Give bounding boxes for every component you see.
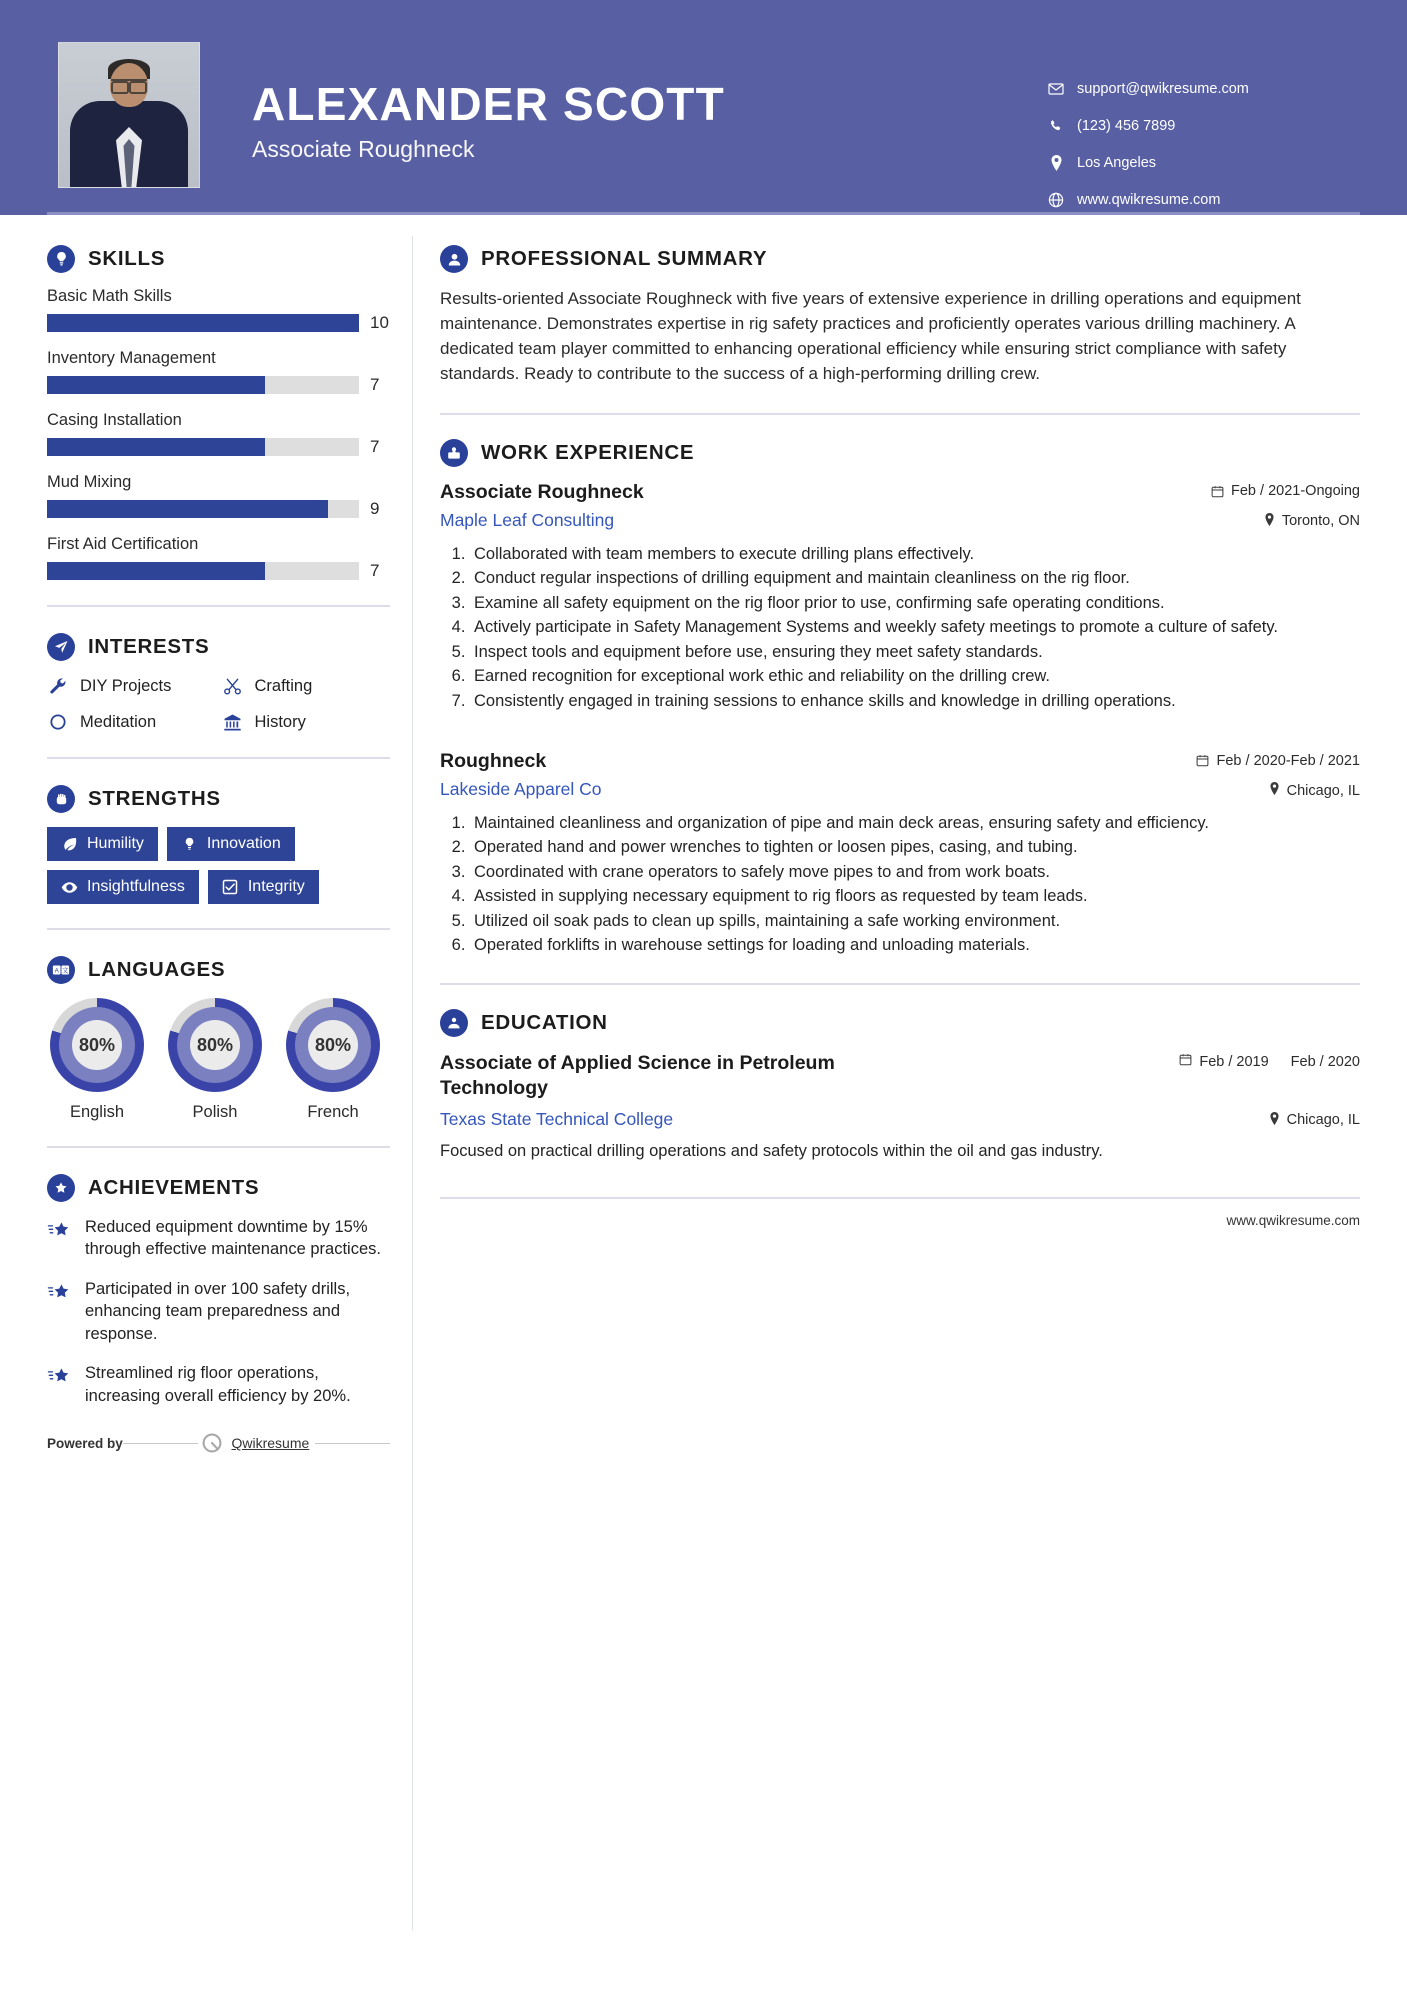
contact-list xyxy=(1047,42,1347,228)
language-item xyxy=(283,998,383,1122)
achievements-heading xyxy=(47,1174,390,1202)
job-dates-text: Feb / 2020-Feb / 2021 xyxy=(1216,752,1360,769)
candidate-name: ALEXANDER SCOTT xyxy=(252,78,725,130)
skill-bar-track xyxy=(47,314,359,332)
language-percent: 80% xyxy=(190,1020,240,1070)
job-location xyxy=(1269,782,1360,799)
section-education xyxy=(440,1009,1360,1163)
column-divider xyxy=(412,236,413,1930)
star-icon xyxy=(47,1218,73,1244)
education-degree: Associate of Applied Science in Petroleum Technology xyxy=(440,1051,835,1099)
skill-item xyxy=(47,473,390,519)
section-languages xyxy=(47,956,390,1122)
strengths-list xyxy=(47,827,390,904)
powered-by-footer xyxy=(47,1429,390,1483)
education-location-text: Chicago, IL xyxy=(1286,1112,1360,1129)
skill-bar-fill xyxy=(47,562,265,580)
job-location xyxy=(1264,513,1360,530)
job-duty: 5. Inspect tools and equipment before use, ensuring they meet safety standards. xyxy=(470,641,1360,663)
languages-heading xyxy=(47,956,390,984)
user-circle-icon xyxy=(440,245,468,273)
skill-bar-track xyxy=(47,376,359,394)
skills-title: SKILLS xyxy=(88,247,166,270)
job-duty: 1. Maintained cleanliness and organization of pipe and main deck areas, ensuring safety and efficiency. xyxy=(470,812,1360,834)
section-interests xyxy=(47,633,390,733)
globe-icon xyxy=(1047,191,1065,209)
summary-title: PROFESSIONAL SUMMARY xyxy=(481,247,768,270)
education-dates xyxy=(1178,1051,1360,1071)
language-percent: 80% xyxy=(308,1020,358,1070)
footer-line xyxy=(315,1443,390,1444)
section-work-experience xyxy=(440,439,1360,957)
strength-tag xyxy=(167,827,295,861)
skill-value: 7 xyxy=(370,437,380,456)
job-duty: 1. Collaborated with team members to execute drilling plans effectively. xyxy=(470,543,1360,565)
job-dates xyxy=(1210,483,1360,499)
job-duty: 3. Examine all safety equipment on the rig floor prior to use, confirming safe operating conditions. xyxy=(470,592,1360,614)
job-duty: 2. Conduct regular inspections of drilling equipment and maintain cleanliness on the rig floor. xyxy=(470,567,1360,589)
envelope-icon xyxy=(1047,80,1065,98)
strength-label: Innovation xyxy=(206,835,281,852)
job-company[interactable]: Maple Leaf Consulting xyxy=(440,509,615,530)
achievement-text: Streamlined rig floor operations, increasing overall efficiency by 20%. xyxy=(85,1364,351,1405)
education-date-start: Feb / 2019 xyxy=(1199,1053,1269,1070)
job-title: Associate Roughneck xyxy=(440,480,644,503)
languages-title: LANGUAGES xyxy=(88,958,226,981)
languages-list xyxy=(47,998,390,1122)
skill-bar-track xyxy=(47,562,359,580)
section-achievements xyxy=(47,1174,390,1407)
education-date-end: Feb / 2020 xyxy=(1290,1053,1360,1070)
contact-email-text: support@qwikresume.com xyxy=(1077,81,1249,97)
summary-heading xyxy=(440,245,1360,273)
skill-value: 10 xyxy=(370,313,389,332)
strengths-title: STRENGTHS xyxy=(88,787,221,810)
divider xyxy=(440,413,1360,415)
language-donut-chart xyxy=(50,998,144,1092)
candidate-role: Associate Roughneck xyxy=(252,136,475,163)
achievement-item xyxy=(47,1362,390,1407)
location-pin-icon xyxy=(1264,513,1275,530)
avatar xyxy=(58,42,200,188)
work-title: WORK EXPERIENCE xyxy=(481,440,695,464)
interest-item xyxy=(47,711,216,733)
education-description: Focused on practical drilling operations and safety protocols within the oil and gas industry. xyxy=(440,1141,1103,1160)
achievement-text: Participated in over 100 safety drills, enhancing team preparedness and response. xyxy=(85,1279,351,1343)
language-donut-chart xyxy=(168,998,262,1092)
contact-location[interactable] xyxy=(1047,154,1347,172)
education-heading xyxy=(440,1009,1360,1037)
svg-text:A: A xyxy=(54,967,59,975)
museum-icon xyxy=(222,711,244,733)
interests-heading xyxy=(47,633,390,661)
main-footer-url: www.qwikresume.com xyxy=(1226,1212,1360,1228)
divider xyxy=(440,1197,1360,1199)
section-professional-summary xyxy=(440,245,1360,387)
skill-label: Casing Installation xyxy=(47,411,182,429)
education-title: EDUCATION xyxy=(481,1010,608,1034)
job-dates xyxy=(1196,753,1361,769)
skills-list xyxy=(47,287,390,581)
summary-text: Results-oriented Associate Roughneck with five years of extensive experience in drilling operations and equipment maintenance. Demonstrates expertise in rig safety practices and proficiently operates various drilling machinery. A dedicated team player committed to enhancing operational efficiency while ensuring strict compliance with safety standards. Ready to contribute to the success of a high-performing drilling crew. xyxy=(440,289,1301,383)
skill-bar-fill xyxy=(47,438,265,456)
language-item xyxy=(47,998,147,1122)
language-donut-chart xyxy=(286,998,380,1092)
wrench-icon xyxy=(47,675,69,697)
strengths-heading xyxy=(47,785,390,813)
location-pin-icon xyxy=(1269,1112,1280,1129)
lightbulb-icon xyxy=(181,836,198,853)
star-icon xyxy=(47,1280,73,1306)
lightbulb-icon xyxy=(47,245,75,273)
briefcase-user-icon xyxy=(440,439,468,467)
interest-label: Crafting xyxy=(254,676,313,695)
skill-item xyxy=(47,411,390,457)
education-entry-sub xyxy=(440,1109,1360,1130)
achievement-text: Reduced equipment downtime by 15% through effective maintenance practices. xyxy=(85,1218,381,1259)
interest-label: Meditation xyxy=(80,712,157,731)
skill-label: Basic Math Skills xyxy=(47,287,172,305)
section-skills xyxy=(47,245,390,581)
skill-bar-fill xyxy=(47,314,359,332)
contact-website-text: www.qwikresume.com xyxy=(1077,192,1221,208)
achievement-item xyxy=(47,1278,390,1345)
interest-label: History xyxy=(254,712,306,731)
divider xyxy=(47,1146,390,1148)
skill-bar-track xyxy=(47,500,359,518)
skill-label: First Aid Certification xyxy=(47,535,199,553)
qwikresume-logo-icon xyxy=(198,1429,226,1457)
work-heading xyxy=(440,439,1360,467)
skill-label: Inventory Management xyxy=(47,349,216,367)
contact-email[interactable] xyxy=(1047,80,1347,98)
sidebar xyxy=(0,215,412,1483)
achievements-list xyxy=(47,1216,390,1407)
strength-label: Humility xyxy=(87,835,144,852)
jobs-list xyxy=(440,481,1360,957)
skill-item xyxy=(47,535,390,581)
divider xyxy=(47,757,390,759)
language-percent: 80% xyxy=(72,1020,122,1070)
job-entry xyxy=(440,750,1360,957)
job-duties xyxy=(440,543,1360,712)
job-duty: 5. Utilized oil soak pads to clean up spills, maintaining a safe working environment. xyxy=(470,910,1360,932)
job-location-text: Chicago, IL xyxy=(1286,782,1360,799)
job-duty: 7. Consistently engaged in training sessions to enhance skills and knowledge in drilling operations. xyxy=(470,690,1360,712)
main-content xyxy=(412,215,1407,1483)
skills-heading xyxy=(47,245,390,273)
job-duty: 4. Actively participate in Safety Management Systems and weekly safety meetings to promote a culture of safety. xyxy=(470,616,1360,638)
interests-title: INTERESTS xyxy=(88,635,210,658)
scissors-icon xyxy=(222,675,244,697)
section-strengths xyxy=(47,785,390,904)
calendar-icon xyxy=(1178,1053,1192,1067)
job-duty: 6. Operated forklifts in warehouse settings for loading and unloading materials. xyxy=(470,934,1360,956)
language-label: French xyxy=(307,1103,359,1121)
strength-tag xyxy=(47,827,158,861)
phone-icon xyxy=(1047,117,1065,135)
skill-value: 7 xyxy=(370,375,380,394)
strength-label: Insightfulness xyxy=(87,878,185,895)
checkbox-icon xyxy=(222,879,239,896)
language-label: Polish xyxy=(192,1103,238,1121)
calendar-icon xyxy=(1210,484,1224,498)
star-icon xyxy=(47,1364,73,1390)
paper-plane-icon xyxy=(47,633,75,661)
job-dates-text: Feb / 2021-Ongoing xyxy=(1231,483,1360,500)
skill-bar-track xyxy=(47,438,359,456)
location-pin-icon xyxy=(1047,154,1065,172)
language-label: English xyxy=(69,1103,125,1121)
leaf-icon xyxy=(61,836,78,853)
eye-icon xyxy=(61,879,78,896)
job-duties xyxy=(440,812,1360,957)
fist-icon xyxy=(47,785,75,813)
graduation-icon xyxy=(440,1009,468,1037)
education-school: Texas State Technical College xyxy=(440,1108,674,1129)
language-item xyxy=(165,998,265,1122)
achievement-item xyxy=(47,1216,390,1261)
contact-location-text: Los Angeles xyxy=(1077,155,1157,171)
location-pin-icon xyxy=(1269,782,1280,799)
footer-line xyxy=(123,1443,198,1444)
strength-tag xyxy=(208,870,319,904)
calendar-icon xyxy=(1196,754,1210,768)
interest-item xyxy=(222,711,391,733)
skill-item xyxy=(47,349,390,395)
interests-list xyxy=(47,675,390,733)
interest-item xyxy=(222,675,391,697)
job-title: Roughneck xyxy=(440,750,547,772)
qwikresume-link[interactable]: Qwikresume xyxy=(231,1435,310,1452)
star-badge-icon xyxy=(47,1174,75,1202)
interest-item xyxy=(47,675,216,697)
circle-icon xyxy=(47,711,69,733)
interest-label: DIY Projects xyxy=(80,676,172,695)
name-block xyxy=(252,42,725,163)
job-duty: 2. Operated hand and power wrenches to tighten or loosen pipes, casing, and tubing. xyxy=(470,836,1360,858)
achievements-title: ACHIEVEMENTS xyxy=(88,1176,260,1199)
divider xyxy=(47,928,390,930)
contact-phone-text: (123) 456 7899 xyxy=(1077,118,1176,134)
translate-icon xyxy=(47,956,75,984)
skill-value: 9 xyxy=(370,499,380,518)
divider xyxy=(47,605,390,607)
skill-item xyxy=(47,287,390,333)
strength-tag xyxy=(47,870,199,904)
contact-website[interactable] xyxy=(1047,191,1347,209)
resume-body xyxy=(0,215,1407,1483)
education-location xyxy=(1269,1112,1360,1129)
skill-bar-fill xyxy=(47,500,328,518)
job-duty: 4. Assisted in supplying necessary equipment to rig floors as requested by team leads. xyxy=(470,885,1360,907)
education-entry-top xyxy=(440,1051,1360,1101)
job-duty: 3. Coordinated with crane operators to safely move pipes to and from work boats. xyxy=(470,861,1360,883)
job-duty: 6. Earned recognition for exceptional work ethic and reliability on the drilling crew. xyxy=(470,665,1360,687)
svg-text:文: 文 xyxy=(61,967,69,975)
job-company[interactable]: Lakeside Apparel Co xyxy=(440,779,602,799)
skill-bar-fill xyxy=(47,376,265,394)
powered-by-label: Powered by xyxy=(47,1435,123,1451)
job-entry xyxy=(440,481,1360,712)
job-spacer xyxy=(440,720,1360,750)
strength-label: Integrity xyxy=(247,878,305,895)
skill-value: 7 xyxy=(370,561,380,580)
divider xyxy=(440,983,1360,985)
skill-label: Mud Mixing xyxy=(47,473,132,491)
job-location-text: Toronto, ON xyxy=(1281,513,1360,530)
resume-header xyxy=(0,0,1407,215)
contact-phone[interactable] xyxy=(1047,117,1347,135)
